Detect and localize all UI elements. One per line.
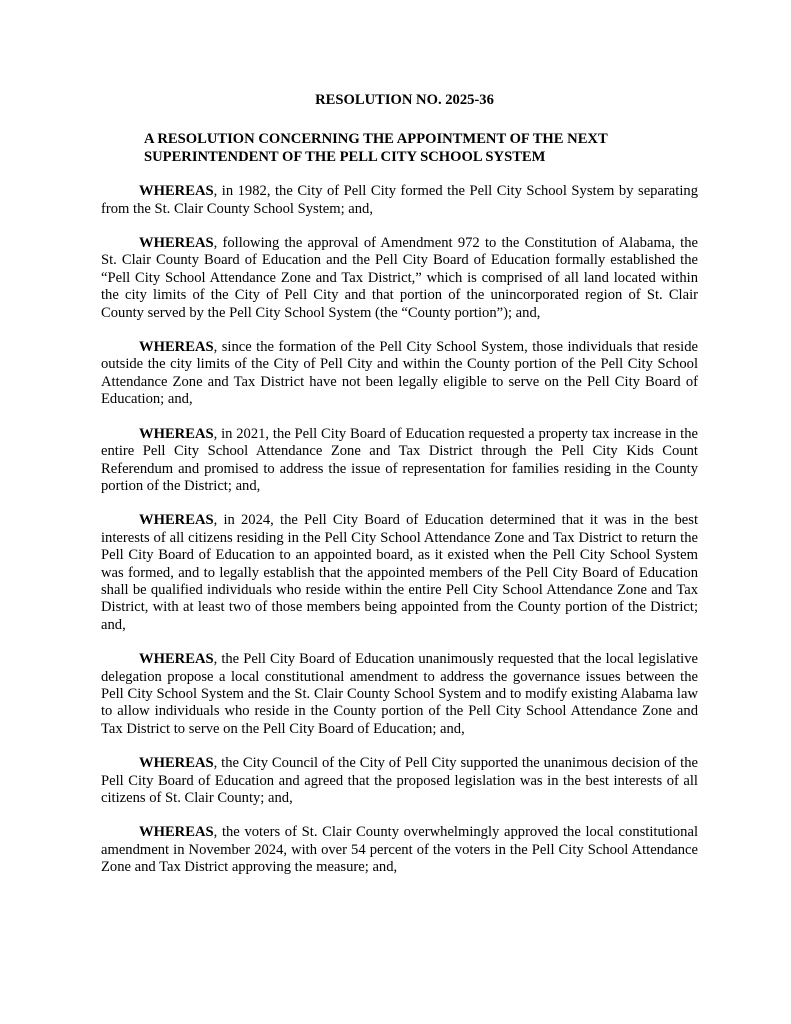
whereas-keyword: WHEREAS [139, 755, 214, 772]
whereas-clause-1 [101, 183, 698, 218]
whereas-clause-6 [101, 651, 698, 738]
whereas-keyword: WHEREAS [139, 339, 214, 356]
clause-text: , the Pell City Board of Education unanimously requested that the local legislative delegation propose a local constitutional amendment to address the governance issues between the Pell City School System and the St. Clair County School System and to modify existing Alabama law to allow individuals who reside in the County portion of the Pell City School Attendance Zone and Tax District to serve on the Pell City Board of Education; and, [101, 651, 698, 737]
whereas-clause-8 [101, 824, 698, 876]
clause-text: , following the approval of Amendment 972 to the Constitution of Alabama, the St. Clair County Board of Education and the Pell City Board of Education formally established the “Pell City School Attendance Zone and Tax District,” which is comprised of all land located within the city limits of the City of Pell City and that portion of the unincorporated region of St. Clair County served by the Pell City School System (the “County portion”); and, [101, 235, 698, 321]
whereas-keyword: WHEREAS [139, 512, 214, 529]
whereas-clause-7 [101, 755, 698, 807]
whereas-clause-5 [101, 512, 698, 634]
whereas-clause-3 [101, 339, 698, 409]
whereas-keyword: WHEREAS [139, 425, 214, 442]
clause-text: , in 1982, the City of Pell City formed the Pell City School System by separating from the St. Clair County School System; and, [101, 183, 698, 217]
resolution-title: A RESOLUTION CONCERNING THE APPOINTMENT OF THE NEXT SUPERINTENDENT OF THE PELL CITY SCHOOL SYSTEM [144, 131, 608, 165]
clause-text: , the voters of St. Clair County overwhelmingly approved the local constitutional amendment in November 2024, with over 54 percent of the voters in the Pell City School Attendance Zone and Tax District approving the measure; and, [101, 824, 698, 876]
whereas-keyword: WHEREAS [139, 235, 214, 252]
whereas-keyword: WHEREAS [139, 824, 214, 841]
resolution-number: RESOLUTION NO. 2025-36 [315, 92, 494, 108]
whereas-clause-4 [101, 426, 698, 496]
clause-text: , in 2021, the Pell City Board of Education requested a property tax increase in the entire Pell City School Attendance Zone and Tax District through the Pell City Kids Count Referendum and promised to address the issue of representation for families residing in the County portion of the District; and, [101, 425, 698, 494]
clause-text: , since the formation of the Pell City School System, those individuals that reside outside the city limits of the City of Pell City and within the County portion of the Pell City School Attendance Zone and Tax District have not been legally eligible to serve on the Pell City Board of Education; and, [101, 339, 698, 408]
clause-text: , the City Council of the City of Pell City supported the unanimous decision of the Pell City Board of Education and agreed that the proposed legislation was in the best interests of all citizens of St. Clair County; and, [101, 755, 698, 806]
clause-text: , in 2024, the Pell City Board of Education determined that it was in the best interests of all citizens residing in the Pell City School Attendance Zone and Tax District to return the Pell City Board of Education to an appointed board, as it existed when the Pell City School System was formed, and to legally establish that the appointed members of the Pell City Board of Education shall be qualified individuals who reside within the entire Pell City School Attendance Zone and Tax District, with at least two of those members being appointed from the County portion of the District; and, [101, 512, 698, 633]
whereas-keyword: WHEREAS [139, 651, 214, 668]
whereas-keyword: WHEREAS [139, 183, 214, 200]
whereas-clause-2 [101, 235, 698, 322]
